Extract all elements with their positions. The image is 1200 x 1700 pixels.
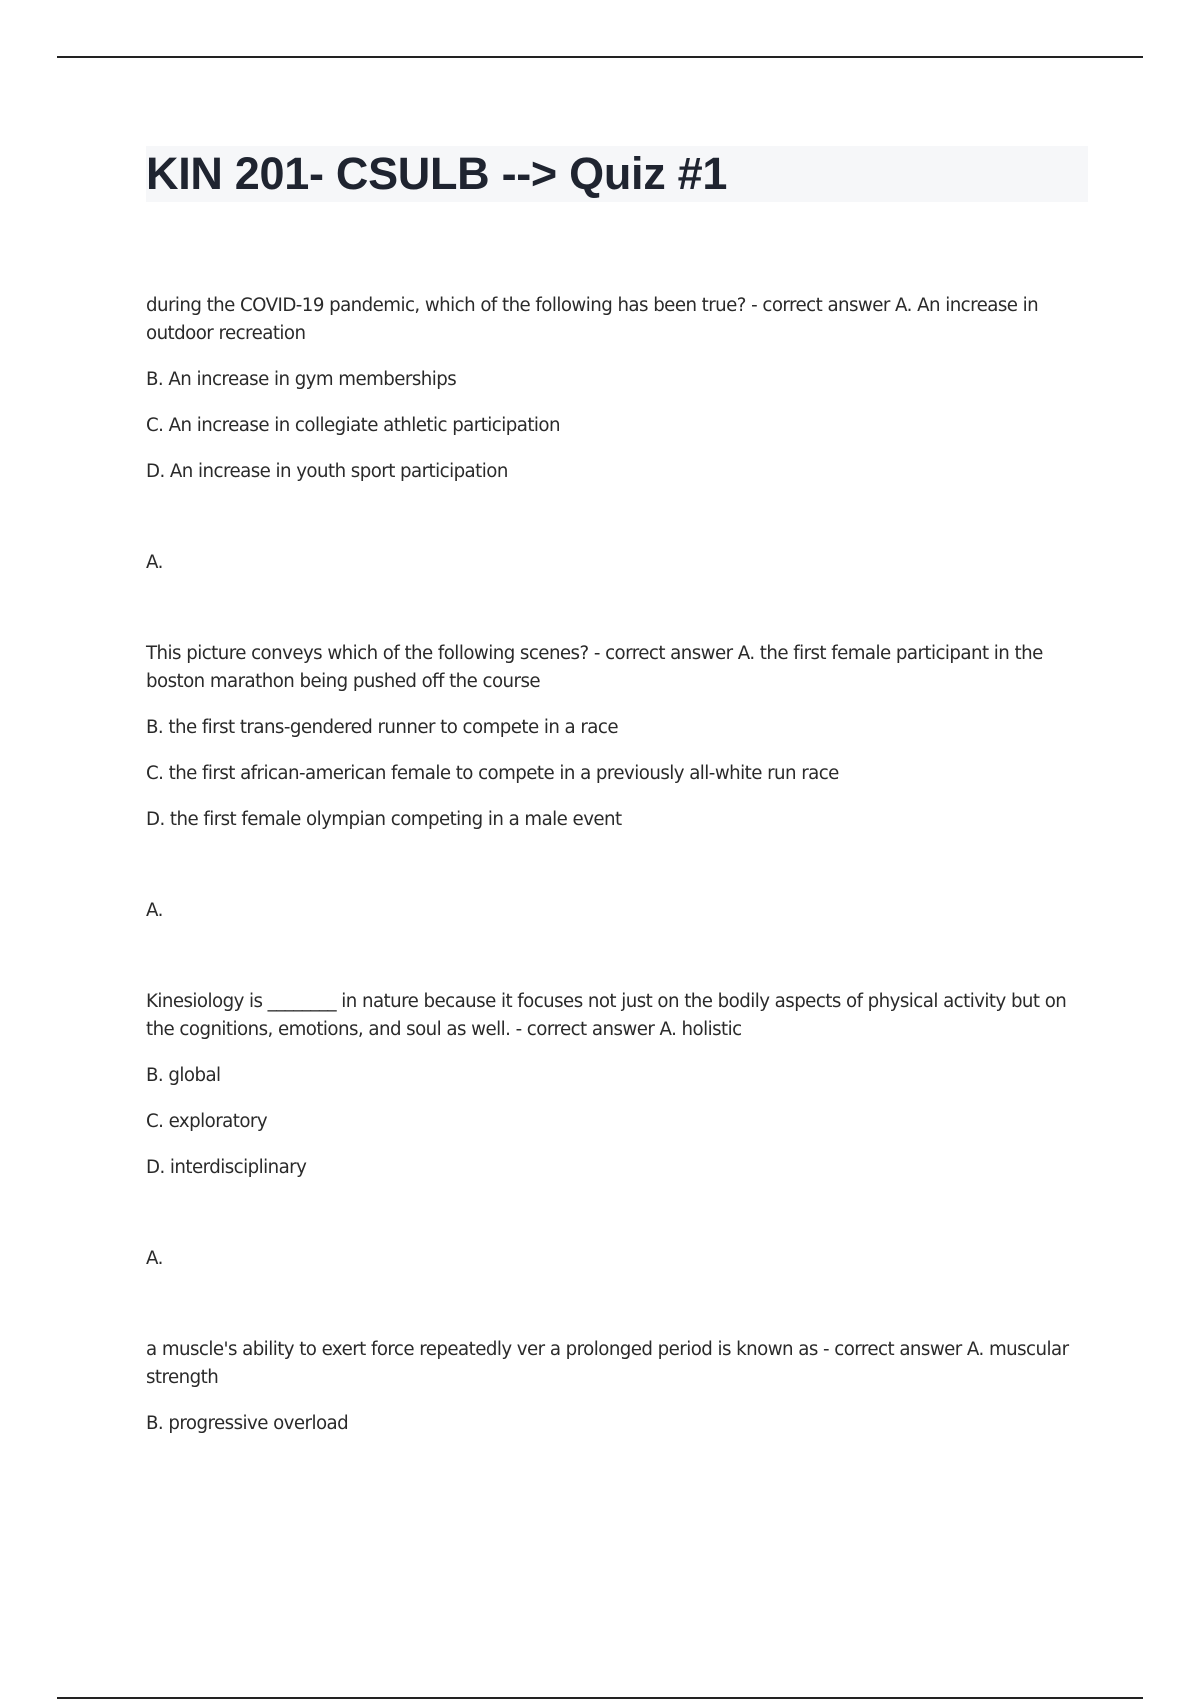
answer-option: C. the first african-american female to compete in a previously all-white run race xyxy=(146,763,839,784)
question-block-4 xyxy=(146,1336,1091,1438)
question-text: This picture conveys which of the following scenes? - correct answer A. the first female participant in the boston marathon being pushed off the course xyxy=(146,643,1043,692)
answer-option: C. exploratory xyxy=(146,1111,268,1132)
answer-option: B. the first trans-gendered runner to compete in a race xyxy=(146,717,618,738)
document-body xyxy=(146,292,1091,1501)
document-title: KIN 201- CSULB --> Quiz #1 xyxy=(146,148,728,199)
answer-option: D. An increase in youth sport participation xyxy=(146,461,508,482)
correct-answer: A. xyxy=(146,552,163,573)
correct-answer: A. xyxy=(146,900,163,921)
footer-rule xyxy=(57,1697,1143,1699)
question-block-2 xyxy=(146,640,1091,925)
question-text: Kinesiology is ________ in nature because it focuses not just on the bodily aspects of physical activity but on the cognitions, emotions, and soul as well. - correct answer A. holistic xyxy=(146,991,1067,1040)
answer-option: B. progressive overload xyxy=(146,1413,349,1434)
answer-option: D. the first female olympian competing in a male event xyxy=(146,809,622,830)
correct-answer: A. xyxy=(146,1248,163,1269)
answer-option: B. An increase in gym memberships xyxy=(146,369,457,390)
answer-option: B. global xyxy=(146,1065,221,1086)
question-text: a muscle's ability to exert force repeatedly ver a prolonged period is known as - correct answer A. muscular strength xyxy=(146,1339,1069,1388)
header-rule xyxy=(57,56,1143,58)
answer-option: D. interdisciplinary xyxy=(146,1157,307,1178)
question-block-3 xyxy=(146,988,1091,1273)
answer-option: C. An increase in collegiate athletic participation xyxy=(146,415,560,436)
question-block-1 xyxy=(146,292,1091,577)
question-text: during the COVID-19 pandemic, which of the following has been true? - correct answer A. An increase in outdoor recreation xyxy=(146,295,1039,344)
